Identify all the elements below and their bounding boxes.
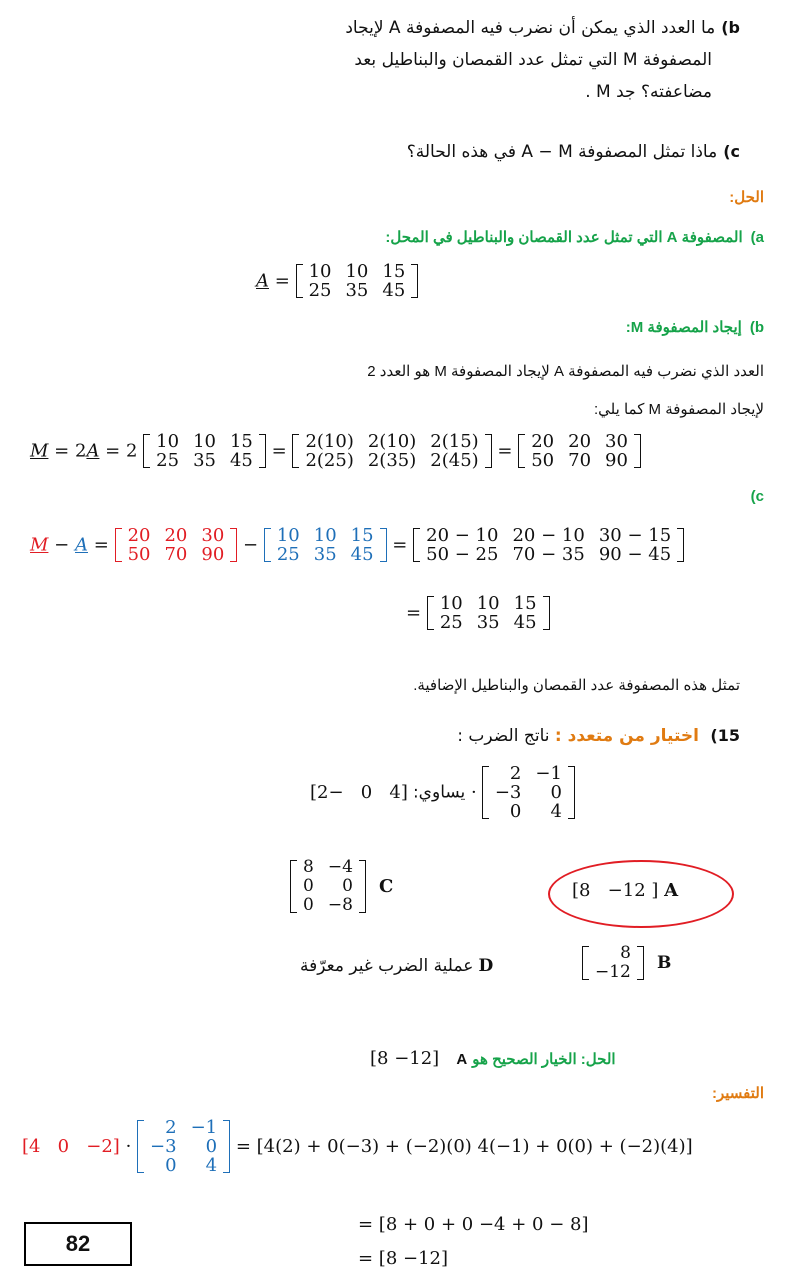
explanation-step2: = [8 + 0 + 0 −4 + 0 − 8] [358,1214,589,1235]
option-b[interactable] [582,944,671,982]
explanation-matrix: 2 −1 −3 0 0 4 [137,1118,230,1175]
solution-b-title [626,318,764,336]
matrix-M: 20 20 30 50 70 90 [518,432,641,470]
q15-label: اختيار من متعدد : [554,726,700,746]
answer-line [370,1048,616,1069]
option-b-letter: B [656,953,672,973]
q15-matrix: 2 −1 −3 0 0 4 [482,764,575,821]
page-number: 82 [24,1222,132,1266]
explanation-step3: = [8 −12] [358,1248,449,1269]
question-c-tag: c) [723,142,740,161]
question-b-line3: مضاعفته؟ جد M . [585,82,712,102]
solution-b-line2: لإيجاد المصفوفة M كما يلي: [594,401,764,418]
question-b-tag: b) [721,18,740,37]
matrix-M-equation: M = 2A = 2 10 10 15 25 35 45 = 2(10) 2(10) 2(15) 2(25) 2(35) 2(45) = 20 20 30 50 70 90 [30,432,641,470]
solution-b-text: إيجاد المصفوفة M: [625,319,742,336]
question-b-line2: المصفوفة M التي تمثل عدد القمصان والبناطيل بعد [354,50,712,70]
difference-equation: M − A = 20 20 30 50 70 90 − 10 10 15 25 35 45 = 20 − 10 20 − 10 30 − 15 50 − 25 70 − 35 90 − 45 [30,526,684,564]
question-b [260,12,740,108]
option-d-text: عملية الضرب غير معرّفة [300,956,474,976]
question-c-text: ماذا تمثل المصفوفة A − M في هذه الحالة؟ [406,142,718,162]
question-c [260,142,740,162]
solution-a-text: المصفوفة A التي تمثل عدد القمصان والبناطيل في المحل: [385,229,743,246]
q15-number: 15) [710,726,740,745]
explanation-expansion: = [4(2) + 0(−3) + (−2)(0) 4(−1) + 0(0) + (−2)(4)] [235,1136,693,1157]
explanation-heading: التفسير: [711,1085,764,1102]
solution-c-tag: (c [750,488,764,505]
answer-value: [8 −12] [370,1048,440,1069]
difference-result: = 10 10 15 25 35 45 [406,594,550,632]
solution-c-meaning: تمثل هذه المصفوفة عدد القمصان والبناطيل الإضافية. [413,677,740,694]
matrix-A-equation: A = 10 10 15 25 35 45 [256,262,418,300]
option-b-matrix: 8 −12 [582,944,644,982]
solution-a-tag: a) [750,229,764,246]
explanation-equation: [4 0 −2] · 2 −1 −3 0 0 4 = [4(2) + 0(−3) + (−2)(0) 4(−1) + 0(0) + (−2)(4)] [22,1117,693,1176]
solution-b-line1: العدد الذي نضرب فيه المصفوفة A لإيجاد المصفوفة M هو العدد 2 [367,363,764,380]
q15-prompt: ناتج الضرب : [457,726,550,746]
option-d-letter: D [478,956,494,976]
option-c-letter: C [378,876,394,897]
option-a-letter: A [664,880,679,901]
question-b-line1: ما العدد الذي يمكن أن نضرب فيه المصفوفة A لإيجاد [345,18,716,38]
option-c[interactable] [290,858,393,915]
option-d[interactable] [300,956,493,976]
solution-heading: الحل: [729,189,764,206]
q15-expression: يساوي: [4 0 −2] · 2 −1 −3 0 0 4 [310,764,575,821]
q15-header [457,726,740,746]
answer-letter: A [456,1051,468,1068]
answer-label: الحل: الخيار الصحيح هو [472,1051,616,1068]
solution-b-tag: b) [749,319,764,336]
option-c-matrix: 8 −4 0 0 0 −8 [290,858,366,915]
option-a[interactable]: [8 −12 ] A [572,880,679,901]
matrix-A: 10 10 15 25 35 45 [296,262,419,300]
solution-a-title [385,228,764,246]
q15-equals-word: يساوي: [412,782,466,803]
